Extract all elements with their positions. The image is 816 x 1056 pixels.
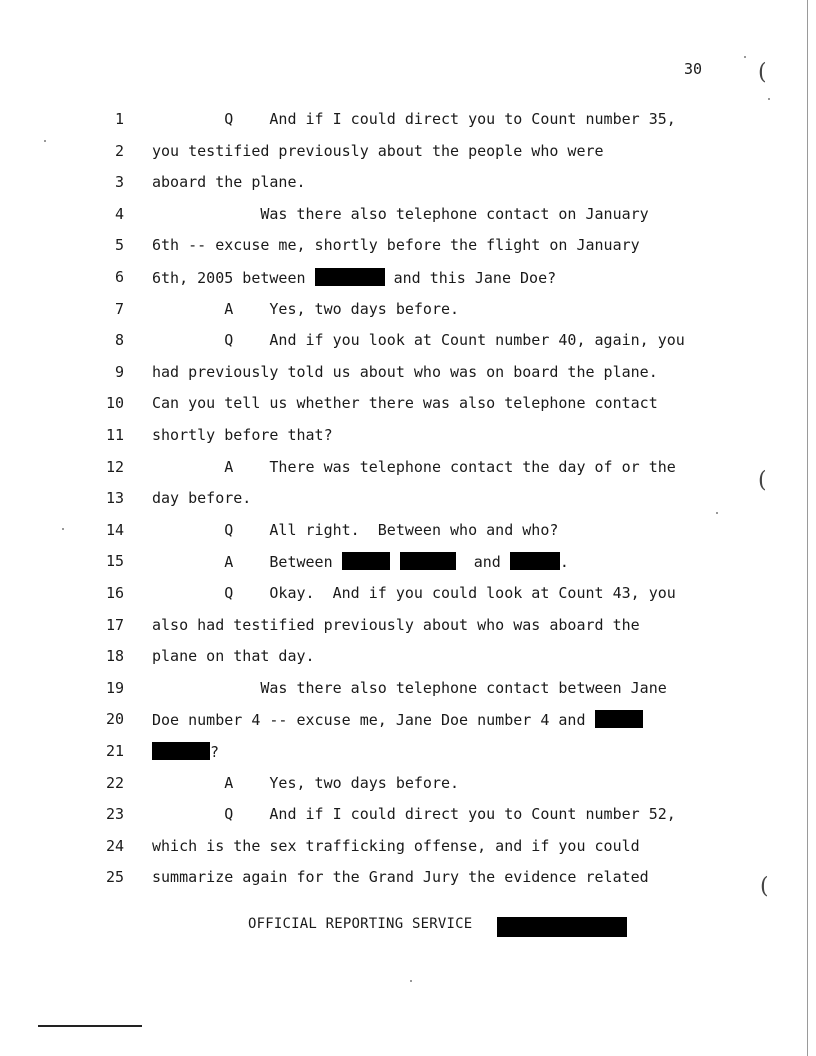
line-number: 9 [114,362,124,381]
line-text-segment: ? [210,743,220,761]
transcript-line [0,110,760,134]
transcript-line [0,363,760,387]
line-text [152,710,643,729]
line-text [152,679,667,697]
line-number: 6 [114,268,124,286]
line-text-segment: Can you tell us whether there was also telephone contact [152,394,658,413]
line-text [152,521,558,539]
line-text-segment: had previously told us about who was on board the plane. [152,362,658,381]
line-number: 4 [114,204,124,223]
transcript-line [0,868,760,892]
scan-speck [716,512,718,514]
transcript-line [0,774,760,798]
transcript-line [0,805,760,829]
line-number: 12 [105,457,124,476]
line-text-segment: Q All right. Between who and who? [152,520,559,539]
line-text-segment: 6th, 2005 between [152,269,315,287]
line-text-segment: aboard the plane. [152,173,306,192]
footer-text: OFFICIAL REPORTING SERVICE [248,916,473,932]
line-number: 19 [105,678,124,697]
line-text-segment: Q And if I could direct you to Count number 52, [152,805,676,824]
line-number: 7 [114,299,124,318]
line-text-segment: Was there also telephone contact on January [152,204,649,223]
line-number: 18 [105,647,124,666]
line-text [152,173,306,191]
margin-mark: ( [758,468,767,493]
transcript-line [0,173,760,197]
line-text [152,458,676,476]
line-text-segment: Doe number 4 -- excuse me, Jane Doe number 4 and [152,711,595,730]
line-text [152,205,649,223]
line-text-segment: also had testified previously about who was aboard the [152,615,640,634]
transcript-line [0,616,760,640]
line-text [152,805,676,823]
line-text-segment: Q And if you look at Count number 40, again, you [152,331,685,350]
line-number: 23 [105,805,124,824]
line-text-segment: . [559,553,569,572]
scan-speck [744,56,746,58]
line-number: 1 [114,110,124,128]
line-text-segment: A Yes, two days before. [152,299,460,318]
line-text-segment: which is the sex trafficking offense, and if you could [152,836,640,855]
transcript-line [0,300,760,324]
bottom-rule [38,1025,142,1027]
line-text-segment: Was there also telephone contact between Jane [152,678,667,697]
line-text [152,363,658,381]
line-text-segment: plane on that day. [152,647,315,666]
line-text-segment: Q And if I could direct you to Count number 35, [152,110,676,128]
redaction-box [152,742,210,760]
line-number: 14 [105,520,124,539]
scan-speck [62,528,64,530]
line-number: 11 [105,426,124,444]
line-text-segment: and this Jane Doe? [384,269,557,287]
line-number: 17 [105,615,124,634]
line-number: 20 [105,710,124,729]
line-text [152,868,649,886]
footer-redaction-box [497,917,627,937]
line-text [152,394,658,412]
line-text [152,268,556,287]
transcript-line [0,837,760,861]
transcript-line [0,584,760,608]
transcript-line [0,331,760,355]
transcript-line [0,742,760,766]
transcript-line [0,394,760,418]
line-text [152,331,685,349]
line-text [152,236,640,254]
line-text-segment: 6th -- excuse me, shortly before the flight on January [152,236,640,255]
line-text-segment: Q Okay. And if you could look at Count 43, you [152,584,676,602]
line-text-segment: day before. [152,489,252,508]
redaction-box [342,552,390,570]
line-text [152,110,676,128]
page-number: 30 [684,60,703,78]
line-number: 22 [105,773,124,792]
line-text [152,552,569,571]
line-number: 25 [105,868,124,887]
transcript-line [0,458,760,482]
line-number: 8 [114,331,124,350]
line-text [152,300,459,318]
scan-speck [410,980,412,982]
line-text-segment: you testified previously about the people who were [152,141,604,160]
line-text [152,837,640,855]
line-text-segment: shortly before that? [152,426,333,444]
line-number: 16 [105,584,124,602]
line-text [152,426,333,444]
transcript-line [0,647,760,671]
line-text [152,616,640,634]
line-number: 13 [105,489,124,508]
transcript-line [0,521,760,545]
transcript-line [0,679,760,703]
line-number: 21 [105,742,124,760]
line-text [152,647,315,665]
redaction-box [595,710,643,728]
redaction-box [315,268,385,286]
line-number: 5 [114,236,124,255]
line-text-segment: and [455,553,510,572]
transcript-line [0,710,760,734]
redaction-box [510,552,560,570]
transcript-line [0,552,760,576]
line-text [152,142,604,160]
transcript-line [0,489,760,513]
line-number: 10 [105,394,124,413]
scan-speck [44,140,46,142]
line-text [152,774,459,792]
margin-mark: ( [760,874,769,899]
scan-speck [768,98,770,100]
line-number: 15 [105,552,124,571]
line-text-segment: A There was telephone contact the day of or the [152,457,676,476]
redaction-box [400,552,456,570]
line-text [152,489,251,507]
transcript-line [0,426,760,450]
line-number: 3 [114,173,124,192]
line-text-segment: summarize again for the Grand Jury the evidence related [152,868,649,887]
line-text-segment: A Yes, two days before. [152,773,460,792]
transcript-line [0,205,760,229]
margin-mark: ( [758,60,767,85]
transcript-line [0,142,760,166]
line-text [152,584,676,602]
line-number: 2 [114,141,124,160]
transcript-line [0,236,760,260]
line-text [152,742,219,761]
line-text-segment: A Between [152,553,342,572]
page-edge-line [807,0,808,1056]
line-number: 24 [105,836,124,855]
transcript-line [0,268,760,292]
